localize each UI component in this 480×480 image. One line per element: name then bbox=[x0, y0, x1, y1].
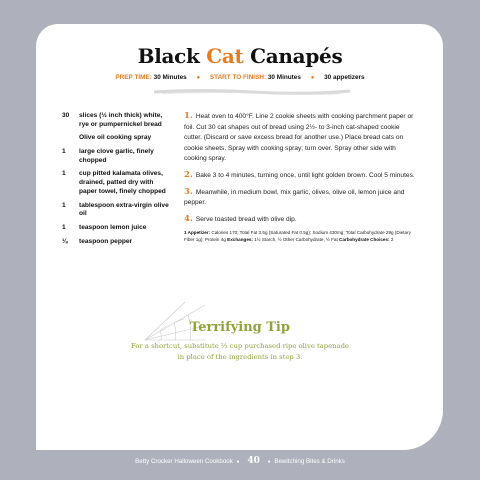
step-4 bbox=[184, 214, 416, 226]
title-word-cat: Cat bbox=[206, 44, 244, 68]
step-1 bbox=[184, 111, 416, 165]
nutrition-text: Calories 170; Total Fat 3.5g (Saturated Fat 0.5g); Sodium 430mg; Total Carbohydrate 29g (Dietary Fiber 1g); Protein 4g bbox=[184, 230, 411, 242]
step-text: Bake 3 to 4 minutes, turning once, until light golden brown. Cool 5 minutes. bbox=[195, 171, 415, 179]
ingredient-qty: 1 bbox=[62, 223, 66, 231]
carb-choices-label: Carbohydrate Choices: bbox=[339, 236, 390, 242]
ingredient-row bbox=[62, 148, 170, 166]
ingredient-text: tablespoon extra-virgin olive oil bbox=[79, 201, 169, 218]
ingredient-qty: 30 bbox=[62, 112, 70, 119]
nutrition-info bbox=[184, 230, 416, 243]
bullet-icon: ● bbox=[196, 75, 201, 81]
ingredient-qty bbox=[62, 134, 79, 143]
ingredient-qty: 1 bbox=[62, 147, 66, 155]
step-number: 2. bbox=[184, 169, 193, 180]
ingredient-row bbox=[62, 134, 170, 143]
step-text: Heat oven to 400°F. Line 2 cookie sheets with cooking parchment paper or foil. Cut 30 cat shapes out of bread using 2½- to 3-inch cat-shaped cookie cutter. (Discard or save excess bread for another use.) Place bread cats on cookie sheets. Spray with cooking spray; turn over. Spray other side with cooking spray. bbox=[184, 113, 414, 163]
footer-chapter-title: Bewitching Bites & Drinks bbox=[274, 458, 345, 465]
tip-title: Terrifying Tip bbox=[190, 320, 290, 335]
tip-line-2: in place of the ingredients in step 3. bbox=[177, 352, 303, 361]
directions bbox=[184, 111, 416, 243]
title-word-canapes: Canapés bbox=[250, 44, 343, 68]
ingredient-row bbox=[62, 238, 170, 247]
bullet-icon: ● bbox=[236, 459, 240, 465]
exchanges-text: 1½ Starch, ½ Other Carbohydrate, ½ Fat bbox=[254, 236, 338, 242]
step-3 bbox=[184, 187, 416, 209]
ingredient-qty: ⅛ bbox=[62, 237, 68, 245]
prep-value: 30 Minutes bbox=[153, 74, 187, 81]
ingredient-text: Olive oil cooking spray bbox=[79, 134, 152, 142]
ingredient-qty: 1 bbox=[62, 170, 66, 178]
bullet-icon: ● bbox=[310, 75, 315, 81]
tip-box bbox=[0, 320, 480, 362]
ingredient-row bbox=[62, 224, 170, 233]
bullet-icon: ● bbox=[267, 459, 271, 465]
carb-choices-value: 2 bbox=[390, 236, 394, 242]
title-word-black: Black bbox=[137, 44, 200, 68]
ingredient-text: teaspoon pepper bbox=[79, 237, 133, 245]
step-number: 1. bbox=[184, 111, 193, 121]
recipe-title bbox=[0, 44, 480, 68]
ingredient-text: teaspoon lemon juice bbox=[79, 223, 147, 231]
page-footer bbox=[0, 456, 480, 466]
ingredient-row bbox=[62, 112, 170, 130]
ingredient-row bbox=[62, 170, 170, 196]
ingredient-text: slices (½ inch thick) white, rye or pumpernickel bread bbox=[79, 112, 163, 128]
step-number: 4. bbox=[184, 213, 193, 224]
start-label: START TO FINISH: bbox=[209, 74, 267, 81]
brush-stroke-divider bbox=[152, 88, 352, 96]
ingredient-list bbox=[62, 112, 170, 251]
step-text: Meanwhile, in medium bowl, mix garlic, olives, olive oil, lemon juice and pepper. bbox=[184, 188, 405, 207]
step-text: Serve toasted bread with olive dip. bbox=[195, 215, 297, 223]
ingredient-text: large clove garlic, finely chopped bbox=[79, 147, 154, 164]
exchanges-label: Exchanges: bbox=[227, 236, 253, 242]
nutrition-label: 1 Appetizer: bbox=[184, 230, 211, 236]
start-value: 30 Minutes bbox=[267, 74, 301, 81]
step-2 bbox=[184, 170, 416, 182]
ingredient-text: cup pitted kalamata olives, drained, patted dry with paper towel, finely chopped bbox=[79, 170, 166, 195]
page-number: 40 bbox=[247, 456, 260, 466]
prep-label: PREP TIME: bbox=[115, 74, 152, 81]
ingredient-qty: 1 bbox=[62, 201, 66, 209]
ingredient-row bbox=[62, 202, 170, 220]
yield-value: 30 appetizers bbox=[324, 74, 365, 81]
tip-line-1: For a shortcut, substitute ⅔ cup purchased ripe olive tapenade bbox=[131, 342, 349, 350]
fraction-half: ½ bbox=[101, 112, 107, 119]
recipe-meta bbox=[0, 74, 480, 81]
step-number: 3. bbox=[184, 186, 193, 197]
tip-text bbox=[0, 341, 480, 362]
fraction-two-thirds: ⅔ bbox=[220, 342, 228, 350]
footer-book-title: Betty Crocker Halloween Cookbook bbox=[135, 458, 233, 465]
